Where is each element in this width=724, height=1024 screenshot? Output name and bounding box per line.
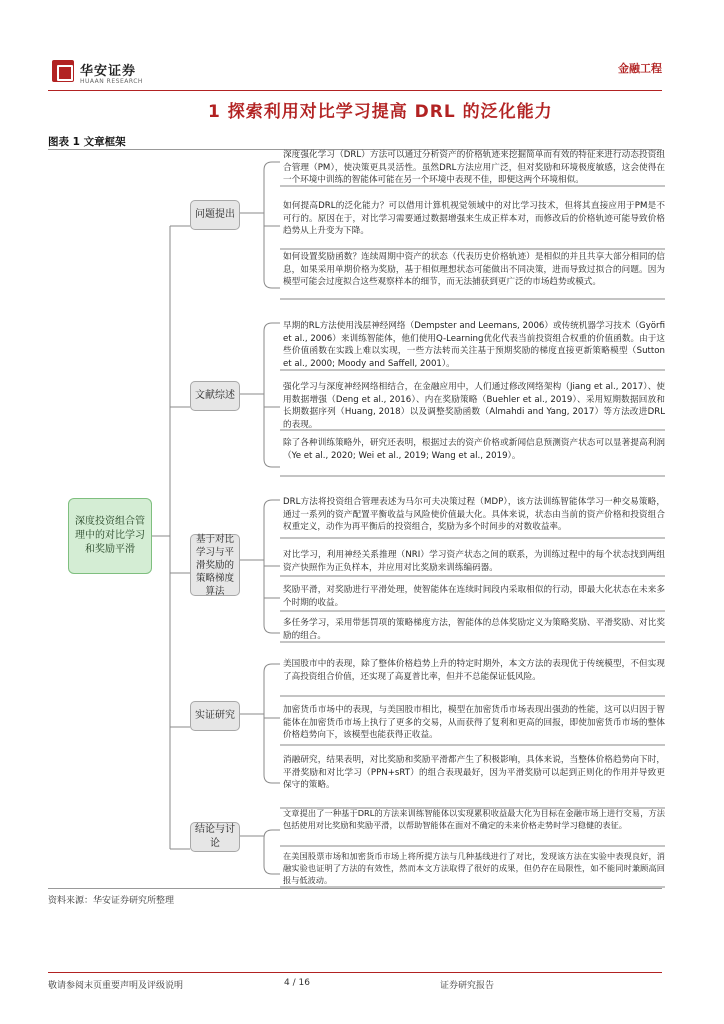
paragraph-conclusion-1: 文章提出了一种基于DRL的方法来训练智能体以实现累积收益最大化为目标在金融市场上进行交易，方法包括使用对比奖励和奖励平滑，以帮助智能体在面对不确定的未来价格走势时学习稳健的表征。: [283, 808, 665, 830]
branch-4-line: [240, 664, 280, 783]
paragraph-algorithm-4: 多任务学习，采用带惩罚项的策略梯度方法，智能体的总体奖励定义为策略奖励、平滑奖励、对比奖励的组合。: [283, 618, 665, 641]
category-node-conclusion: 结论与讨论: [190, 822, 240, 852]
paragraph-empirical-2: 加密货币市场中的表现，与美国股市相比，模型在加密货币市场表现出强劲的性能，这可以归因于智能体在加密货币市场上执行了更多的交易，从而获得了复利和更高的回报，即使加密货币市场的整体价格趋势向下，该模型也能获得正收益。: [283, 705, 665, 741]
paragraph-empirical-1: 美国股市中的表现，除了整体价格趋势上升的特定时期外，本文方法的表现优于传统模型，不但实现了高投资组合价值，还实现了高夏普比率，但并不总能保证低风险。: [283, 659, 665, 682]
paragraph-literature-1: 早期的RL方法使用浅层神经网络（Dempster and Leemans, 2006）或传统机器学习技术（Györfi et al., 2006）来训练智能体，他们使用Q-Learning优化代表当前投资组合权重的价值函数。由于这些价值函数在实践上难以实现，一些方法转而关注基于预期奖励的梯度直接更新策略模型（Sutton et al., 2000; Moody and Saffell, 2001）。: [283, 321, 665, 369]
figure-title: 图表 1 文章框架: [48, 136, 126, 148]
paragraph-empirical-3: 消融研究，结果表明，对比奖励和奖励平滑都产生了积极影响，具体来说，当整体价格趋势向下时，平滑奖励和对比学习（PPN+sRT）的组合表现最好，因为平滑奖励可以起到正则化的作用并导致更保守的策略。: [283, 755, 665, 791]
paragraph-problem-1: 深度强化学习（DRL）方法可以通过分析资产的价格轨迹来挖掘简单而有效的特征来进行动态投资组合管理（PM），使决策更具灵活性。虽然DRL方法应用广泛，但对奖励和环境极度敏感，这会使得在一个环境中训练的智能体可能在另一个环境中表现不佳，即便这两个环境相似。: [283, 150, 665, 186]
paragraph-algorithm-3: 奖励平滑，对奖励进行平滑处理，使智能体在连续时间段内采取相似的行动，即最大化状态在未来多个时期的收益。: [283, 585, 665, 608]
category-node-problem: 问题提出: [190, 200, 240, 230]
paragraph-algorithm-1: DRL方法将投资组合管理表述为马尔可夫决策过程（MDP），该方法训练智能体学习一种交易策略，通过一系列的资产配置平衡收益与风险使价值最大化。具体来说，状态由当前的资产价格和投资组合权重定义，动作为再平衡后的投资组合，奖励为多个时间步的对数收益率。: [283, 497, 665, 533]
header-brand: 华安证券: [80, 64, 137, 79]
header-brand-en: HUAAN RESEARCH: [80, 78, 143, 85]
paragraph-conclusion-2: 在美国股票市场和加密货币市场上将所提方法与几种基线进行了对比，发现该方法在实验中表现良好，消融实验也证明了方法的有效性，然而本文方法取得了很好的成果，但仍存在局限性，如不能同时兼顾高回报与低波动。: [283, 851, 665, 885]
section-title: 1 探索利用对比学习提高 DRL 的泛化能力: [208, 102, 553, 122]
category-node-literature: 文献综述: [190, 381, 240, 411]
paragraph-problem-3: 如何设置奖励函数？连续周期中资产的状态（代表历史价格轨迹）是相似的并且共享大部分相同的信息，如果采用单期价格为奖励，基于相似理想状态可能做出不同决策，进而导致过拟合的问题。因为模型可能会过度拟合这些观察样本的细节，而无法捕获到更广泛的市场趋势或模式。: [283, 252, 665, 288]
category-node-algorithm: 基于对比学习与平滑奖励的策略梯度算法: [190, 534, 240, 596]
page-number: 4 / 16: [284, 978, 310, 988]
paragraph-algorithm-2: 对比学习，利用神经关系推理（NRI）学习资产状态之间的联系，为训练过程中的每个状态找到两组资产快照作为正负样本，并应用对比奖励来训练编码器。: [283, 550, 665, 573]
branch-2-line: [240, 323, 280, 467]
figure-source: 资料来源：华安证券研究所整理: [48, 896, 175, 906]
paragraph-literature-2: 强化学习与深度神经网络相结合，在金融应用中，人们通过修改网络架构（Jiang et al., 2017）、使用数据增强（Deng et al., 2016）、内在奖励策略（Buehler et al., 2019）、采用短期数据回放和长期数据序列（Huang, 2018）以及调整奖励函数（Almahdi and Yang, 2017）等方法改进DRL的表现。: [283, 382, 665, 430]
category-node-empirical: 实证研究: [190, 701, 240, 731]
figure-bottom-rule: [48, 888, 662, 889]
branch-3-line: [240, 500, 280, 633]
footer-disclaimer: 敬请参阅末页重要声明及评级说明: [48, 981, 184, 991]
paragraph-literature-3: 除了各种训练策略外，研究还表明，根据过去的资产价格或新闻信息预测资产状态可以显著提高利润（Ye et al., 2020; Wei et al., 2019; Wang et al., 2019）。: [283, 438, 665, 461]
trunk-line: [152, 226, 190, 849]
root-node: 深度投资组合管理中的对比学习和奖励平滑: [68, 498, 152, 574]
footer-rule: [48, 972, 662, 973]
branch-5-line: [240, 830, 280, 874]
paragraph-problem-2: 如何提高DRL的泛化能力？可以借用计算机视觉领域中的对比学习技术，但将其直接应用于PM是不可行的。原因在于，对比学习需要通过数据增强来生成正样本对，而修改后的价格轨迹可能导致价格趋势从上升变为下降。: [283, 201, 665, 237]
header-category: 金融工程: [618, 62, 662, 75]
footer-report-type: 证券研究报告: [440, 981, 495, 991]
branch-1-line: [240, 162, 280, 288]
